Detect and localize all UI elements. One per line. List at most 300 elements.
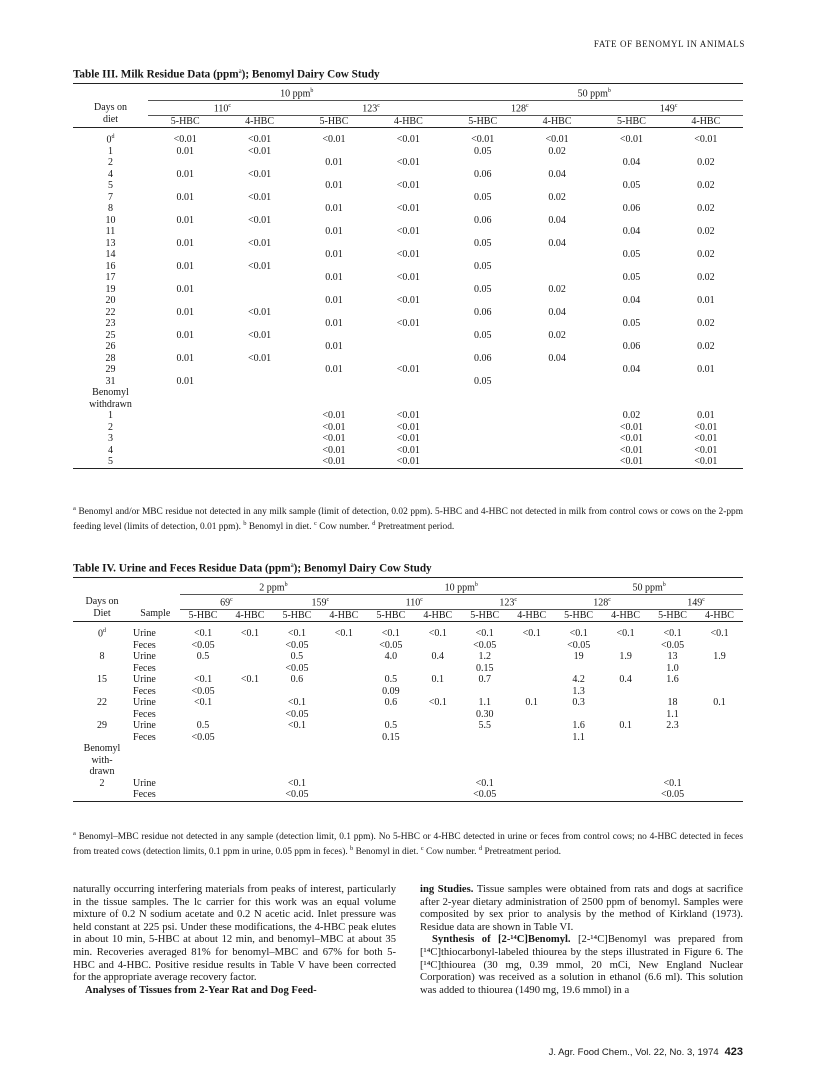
day-cell: 23 [105,318,116,330]
value-cell [520,422,594,434]
table-row [73,249,743,261]
value-cell [446,399,520,411]
table-row [73,720,743,732]
value-cell: <0.1 [428,697,447,709]
value-cell [696,766,743,778]
table-row [73,157,743,169]
value-cell [446,422,520,434]
value-cell [508,720,555,732]
day-cell: 5 [108,456,113,468]
value-cell: <0.01 [247,306,272,318]
value-cell: <0.1 [193,697,213,709]
value-cell: 1.9 [619,651,632,663]
cow-number: 128 [593,597,609,609]
footnote-marker: c [326,596,330,603]
table4-analyte-header: 4-HBC [602,609,649,622]
value-cell [222,456,296,468]
value-cell [508,755,555,767]
table-row [73,192,743,204]
table-row [73,341,743,353]
table-row [73,766,743,778]
day-cell: 8 [108,203,113,215]
value-cell: <0.1 [240,628,260,640]
value-cell [180,755,227,767]
table-row [73,732,743,744]
value-cell: <0.01 [396,157,420,169]
value-cell [371,353,445,365]
value-cell: <0.05 [473,789,497,801]
value-cell: <0.1 [334,628,353,640]
value-cell: <0.01 [619,134,643,146]
value-cell [602,686,649,698]
table4-cow-header [367,594,461,609]
table3-analyte-header: 5-HBC [148,115,222,128]
sample-cell: Feces [133,708,156,720]
value-cell [414,778,461,790]
value-cell: 0.02 [697,180,715,192]
value-cell: 0.01 [176,283,194,295]
value-cell: <0.01 [247,134,272,146]
day-cell [73,663,131,675]
table-row [73,743,743,755]
table-row [73,203,743,215]
table-row [73,445,743,457]
sample-cell [131,766,180,778]
value-cell: <0.1 [522,628,541,640]
value-cell: <0.01 [322,410,346,422]
value-cell [446,249,520,261]
value-cell: 0.02 [697,226,715,238]
day-cell: 0$^d$ [106,134,115,146]
value-cell: 0.02 [697,272,715,284]
day-cell: 19 [105,283,116,295]
table3-analyte-header: 5-HBC [297,115,371,128]
day-cell: 5 [108,180,113,192]
value-cell: 0.30 [475,708,494,720]
value-cell: 0.05 [622,249,641,261]
value-cell [148,456,222,468]
running-head: FATE OF BENOMYL IN ANIMALS [593,39,745,49]
day-cell: 2 [108,421,113,433]
value-cell [696,663,743,675]
value-cell [594,215,668,227]
day-cell: 2 [108,157,113,169]
value-cell: <0.01 [396,421,420,433]
table-row [73,755,743,767]
value-cell: <0.01 [396,364,420,376]
value-cell [297,169,371,181]
value-cell: <0.05 [191,685,215,697]
value-cell [594,192,668,204]
table-row [73,697,743,709]
value-cell: <0.1 [287,697,306,709]
value-cell: <0.01 [247,168,272,180]
value-cell [222,364,296,376]
value-cell [508,651,555,663]
value-cell: <0.01 [694,456,718,468]
value-cell [148,364,222,376]
value-cell [367,663,414,675]
value-cell [669,387,743,399]
cow-number: 110 [405,597,421,609]
value-cell [222,295,296,307]
table4 [73,577,743,803]
table-row [73,295,743,307]
footnote-marker: a [73,830,76,837]
value-cell [367,709,414,721]
value-cell [226,651,273,663]
value-cell [649,686,696,698]
value-cell: 1.2 [478,651,491,663]
value-cell [696,732,743,744]
table-row [73,261,743,273]
table-row [73,433,743,445]
value-cell: <0.01 [322,433,346,445]
value-cell [555,663,602,675]
value-cell: <0.01 [247,352,272,364]
value-cell [446,272,520,284]
value-cell [148,249,222,261]
value-cell [180,663,227,675]
value-cell: 0.09 [382,685,400,697]
value-cell: <0.01 [396,272,420,284]
table4-cow-header [461,594,555,609]
value-cell [180,778,227,790]
value-cell: 0.01 [176,214,194,226]
value-cell [222,180,296,192]
value-cell [669,261,743,273]
table3-cow-header: 149$^c$ [594,100,743,115]
value-cell: 0.01 [176,329,194,341]
value-cell: <0.01 [396,203,420,215]
value-cell [594,330,668,342]
value-cell [508,789,555,801]
value-cell [297,330,371,342]
table3-cow-header: 110$^c$ [148,100,297,115]
value-cell: 0.05 [473,237,492,249]
body-left-paragraph: naturally occurring interfering materials from peaks of interest, particularly in the tissue samples. The lc carrier for this work was an equal volume mixture of 0.2 N sodium acetate and 0.2 N acetic acid. Inlet pressure was held constant at 225 psi. Under these modifications, the 4-HBC peak elutes in about 10 min, 5-HBC at about 12 min, and benomyl–MBC at about 35 min. Recoveries averaged 81% for benomyl–MBC and 67% for both 5-HBC and 4-HBC. Positive residue results in Table V have been corrected for the appropriate average recovery factor. [73,884,396,984]
value-cell [180,789,227,801]
value-cell: <0.1 [428,628,447,640]
value-cell [414,686,461,698]
value-cell: 1.0 [666,662,679,674]
value-cell: 0.01 [176,375,194,387]
value-cell: 0.04 [548,237,566,249]
value-cell: 0.01 [325,295,343,307]
value-cell [446,445,520,457]
value-cell: 1.1 [572,731,585,743]
table-row [73,272,743,284]
value-cell: 0.04 [622,226,641,238]
value-cell [297,376,371,388]
value-cell [414,766,461,778]
sample-cell: Feces [133,639,156,651]
value-cell [555,789,602,801]
value-cell: 0.05 [622,272,641,284]
table-row [73,146,743,158]
footnote-marker: b [243,520,247,528]
table3-analyte-header: 4-HBC [222,115,296,128]
value-cell [273,755,320,767]
value-cell [297,192,371,204]
value-cell [555,755,602,767]
value-cell [508,686,555,698]
value-cell: 1.1 [666,708,679,720]
value-cell: <0.01 [471,134,495,146]
value-cell: <0.01 [396,410,420,422]
value-cell [461,755,508,767]
table-row [73,410,743,422]
value-cell [508,778,555,790]
value-cell [320,663,367,675]
value-cell [367,743,414,755]
value-cell [520,376,594,388]
value-cell: <0.01 [322,134,346,146]
day-cell: 22 [97,697,108,709]
value-cell: 0.4 [431,651,445,663]
sample-cell [131,755,180,767]
table3-analyte-header: 5-HBC [594,115,668,128]
value-cell: 0.01 [325,180,343,192]
value-cell: <0.01 [247,145,272,157]
table-row [73,284,743,296]
day-cell: 29 [97,720,108,732]
value-cell: 1.6 [572,720,585,732]
day-cell [73,732,131,744]
value-cell: 0.6 [384,697,398,709]
value-cell: 0.01 [697,295,715,307]
value-cell: 0.15 [382,731,400,743]
table4-analyte-header: 4-HBC [320,609,367,622]
value-cell [226,778,273,790]
value-cell: <0.05 [660,639,685,651]
value-cell [461,686,508,698]
table4-level-header: 50 ppm$^b$ [555,578,743,595]
value-cell: 1.3 [572,685,585,697]
value-cell [222,284,296,296]
table3-cow-header: 128$^c$ [446,100,595,115]
table-row [73,353,743,365]
value-cell [226,720,273,732]
value-cell: <0.05 [285,639,309,651]
table-row [73,364,743,376]
value-cell [555,778,602,790]
table-row [73,330,743,342]
footnote-marker: c [313,520,317,528]
value-cell: 0.01 [325,341,343,353]
value-cell [226,640,273,652]
value-cell: <0.1 [663,777,682,789]
day-cell: 13 [105,237,116,249]
value-cell: <0.01 [619,421,643,433]
value-cell [320,697,367,709]
value-cell [520,226,594,238]
value-cell [520,272,594,284]
value-cell: <0.1 [193,628,213,640]
table-row [73,238,743,250]
value-cell: 0.02 [548,283,566,295]
value-cell [222,318,296,330]
value-cell: 0.5 [384,720,398,732]
sample-cell: Feces [133,662,156,674]
table3-analyte-header: 4-HBC [520,115,594,128]
value-cell [367,789,414,801]
value-cell [520,410,594,422]
day-cell [73,789,131,801]
value-cell: <0.01 [694,421,718,433]
value-cell [446,203,520,215]
value-cell: <0.1 [710,628,729,640]
table-row [73,622,743,640]
sample-cell: Urine [133,674,156,686]
sample-cell [131,743,180,755]
value-cell [148,410,222,422]
table3-analyte-header: 5-HBC [446,115,520,128]
value-cell: 18 [667,697,678,709]
value-cell: <0.05 [285,789,309,801]
value-cell [297,387,371,399]
value-cell [222,203,296,215]
value-cell [371,376,445,388]
value-cell [649,766,696,778]
value-cell [226,686,273,698]
value-cell: 0.06 [473,306,492,318]
value-cell: 0.3 [572,697,585,709]
table4-cow-header [180,594,274,609]
table-row [73,789,743,801]
value-cell [320,743,367,755]
value-cell [222,410,296,422]
value-cell [226,732,273,744]
value-cell [669,146,743,158]
value-cell: <0.01 [694,444,718,456]
cow-number: 69 [220,597,231,609]
table-row [73,778,743,790]
value-cell [520,261,594,273]
value-cell [222,399,296,411]
table4-analyte-header: 4-HBC [696,609,743,622]
table3 [73,83,743,470]
table-row [73,128,743,146]
value-cell [461,743,508,755]
value-cell [520,203,594,215]
value-cell [371,192,445,204]
value-cell [446,226,520,238]
table4-analyte-header: 5-HBC [649,609,696,622]
value-cell [508,743,555,755]
value-cell [696,640,743,652]
table4-analyte-header: 4-HBC [508,609,555,622]
value-cell: 0.05 [473,375,492,387]
footnote-marker: c [230,596,233,603]
value-cell: 0.4 [619,674,632,686]
day-cell: drawn [89,766,115,778]
day-cell: 29 [105,364,116,376]
table4-analyte-header: 4-HBC [414,609,461,622]
value-cell: 0.06 [473,214,492,226]
value-cell: 0.01 [325,249,343,261]
value-cell [148,387,222,399]
value-cell [222,226,296,238]
value-cell: 0.05 [473,260,492,272]
value-cell [594,261,668,273]
value-cell: <0.1 [240,674,260,686]
value-cell [602,640,649,652]
table4-sample-header: Sample [131,578,180,622]
section-heading: Synthesis of [2-¹⁴C]Benomyl. [432,934,571,946]
value-cell [148,399,222,411]
value-cell [669,169,743,181]
value-cell [602,697,649,709]
value-cell: 4.2 [572,674,585,686]
value-cell: 0.02 [548,329,566,341]
value-cell [446,364,520,376]
day-cell: 3 [108,433,113,445]
body-right-column [420,884,743,997]
value-cell: <0.05 [379,639,403,651]
value-cell [594,307,668,319]
table4-analyte-header: 5-HBC [555,609,602,622]
footnote-marker: c [608,596,611,603]
value-cell: 0.01 [325,318,343,330]
table-row [73,422,743,434]
value-cell: <0.1 [287,720,306,732]
value-cell: <0.01 [322,444,346,456]
value-cell [594,399,668,411]
value-cell [669,192,743,204]
day-cell [73,686,131,698]
value-cell: 0.5 [196,720,210,732]
table-row [73,169,743,181]
value-cell [320,651,367,663]
footnote-text: Cow number. [316,522,373,533]
table4-cow-header [649,594,743,609]
value-cell [222,157,296,169]
value-cell [649,743,696,755]
footnote-marker: c [702,596,705,603]
table-row [73,226,743,238]
value-cell [414,640,461,652]
value-cell: 0.5 [384,674,398,686]
value-cell [320,755,367,767]
value-cell: 0.01 [176,168,194,180]
value-cell [222,341,296,353]
value-cell: 0.05 [473,191,492,203]
value-cell: 0.01 [697,410,715,422]
value-cell [414,663,461,675]
value-cell: 0.01 [325,364,343,376]
value-cell: 0.04 [548,306,566,318]
value-cell [446,410,520,422]
value-cell [226,789,273,801]
value-cell: 2.3 [666,720,679,732]
value-cell [520,456,594,468]
value-cell [669,307,743,319]
body-right-paragraph: [2-¹⁴C]Benomyl was prepared from [¹⁴C]thiocarbonyl-labeled thiourea by the steps illustrated in Figure 6. The [¹⁴C]thiourea (30 mg, 0.39 mmol, 20 mCi, New England Nuclear Corporation) was received as a solution in ethanol (6.6 ml). This solution was added to thiourea (1490 mg, 19.6 mmol) in a [420,934,743,996]
day-cell: 25 [105,329,116,341]
value-cell [649,732,696,744]
value-cell: 0.04 [548,168,566,180]
value-cell: <0.05 [473,639,497,651]
value-cell [371,399,445,411]
value-cell [180,743,227,755]
value-cell [602,778,649,790]
value-cell [696,778,743,790]
value-cell [602,732,649,744]
value-cell: 0.02 [697,157,715,169]
footnote-text: Pretreatment period. [375,522,455,533]
value-cell: <0.01 [396,134,420,146]
